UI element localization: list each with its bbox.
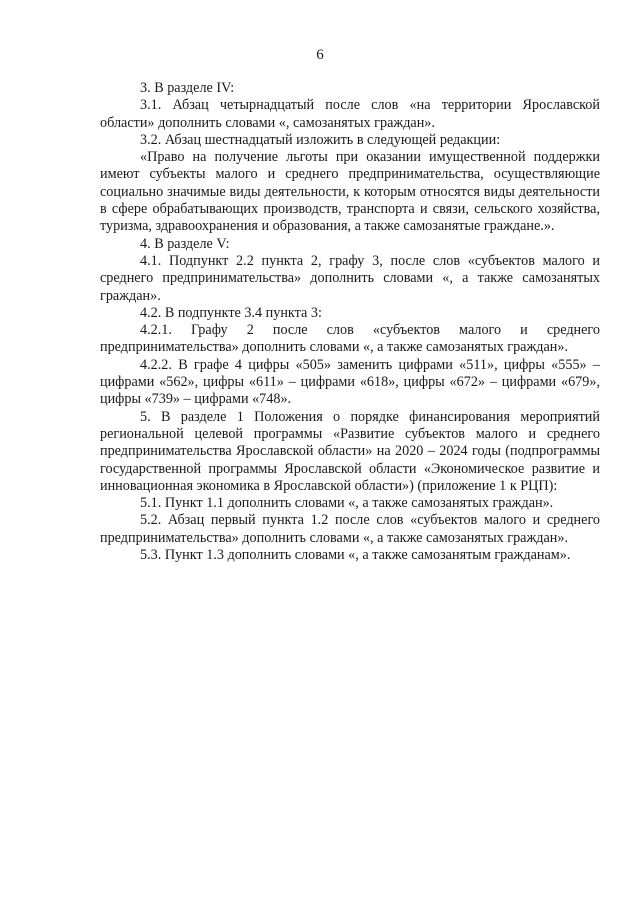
- paragraph-5-3: 5.3. Пункт 1.3 дополнить словами «, а также самозанятым гражданам».: [140, 547, 571, 564]
- paragraph-section-5: 5. В разделе 1 Положения о порядке финансирования мероприятий региональной целевой программы «Развитие субъектов малого и среднего предпринимательства Ярославской области» на 2020 – 2024 годы (подпрограммы государственной программы Ярославской области «Экономическое развитие и инновационная экономика в Ярославской области») (приложение 1 к РЦП):: [100, 408, 600, 494]
- paragraph-3-2-quote: «Право на получение льготы при оказании имущественной поддержки имеют субъекты малого и среднего предпринимательства, осуществляющие социально значимые виды деятельности, к которым относятся виды деятельности в сфере обрабатывающих производств, транспорта и связи, сельского хозяйства, туризма, здравоохранения и образования, а также самозанятые граждане.».: [100, 149, 600, 235]
- paragraph-5-1: 5.1. Пункт 1.1 дополнить словами «, а также самозанятых граждан».: [140, 495, 554, 512]
- paragraph-3-2: 3.2. Абзац шестнадцатый изложить в следующей редакции:: [140, 131, 501, 148]
- paragraph-section-4: 4. В разделе V:: [140, 235, 230, 252]
- paragraph-4-2-1: 4.2.1. Графу 2 после слов «субъектов малого и среднего предпринимательства» дополнить словами «, а также самозанятых граждан».: [100, 322, 600, 356]
- page-number: 6: [316, 47, 324, 63]
- paragraph-section-3: 3. В разделе IV:: [140, 80, 235, 96]
- paragraph-4-1: 4.1. Подпункт 2.2 пункта 2, графу 3, после слов «субъектов малого и среднего предпринимательства» дополнить словами «, а также самозанятых граждан».: [100, 252, 600, 304]
- paragraph-4-2-2: 4.2.2. В графе 4 цифры «505» заменить цифрами «511», цифры «555» – цифрами «562», цифры «611» – цифрами «618», цифры «672» – цифрами «679», цифры «739» – цифрами «748».: [100, 356, 600, 408]
- document-body: [100, 80, 600, 564]
- paragraph-5-2: 5.2. Абзац первый пункта 1.2 после слов «субъектов малого и среднего предпринимательства» дополнить словами «, а также самозанятых граждан».: [100, 512, 600, 546]
- paragraph-3-1: 3.1. Абзац четырнадцатый после слов «на территории Ярославской области» дополнить словами «, самозанятых граждан».: [100, 97, 600, 131]
- paragraph-4-2: 4.2. В подпункте 3.4 пункта 3:: [140, 304, 322, 321]
